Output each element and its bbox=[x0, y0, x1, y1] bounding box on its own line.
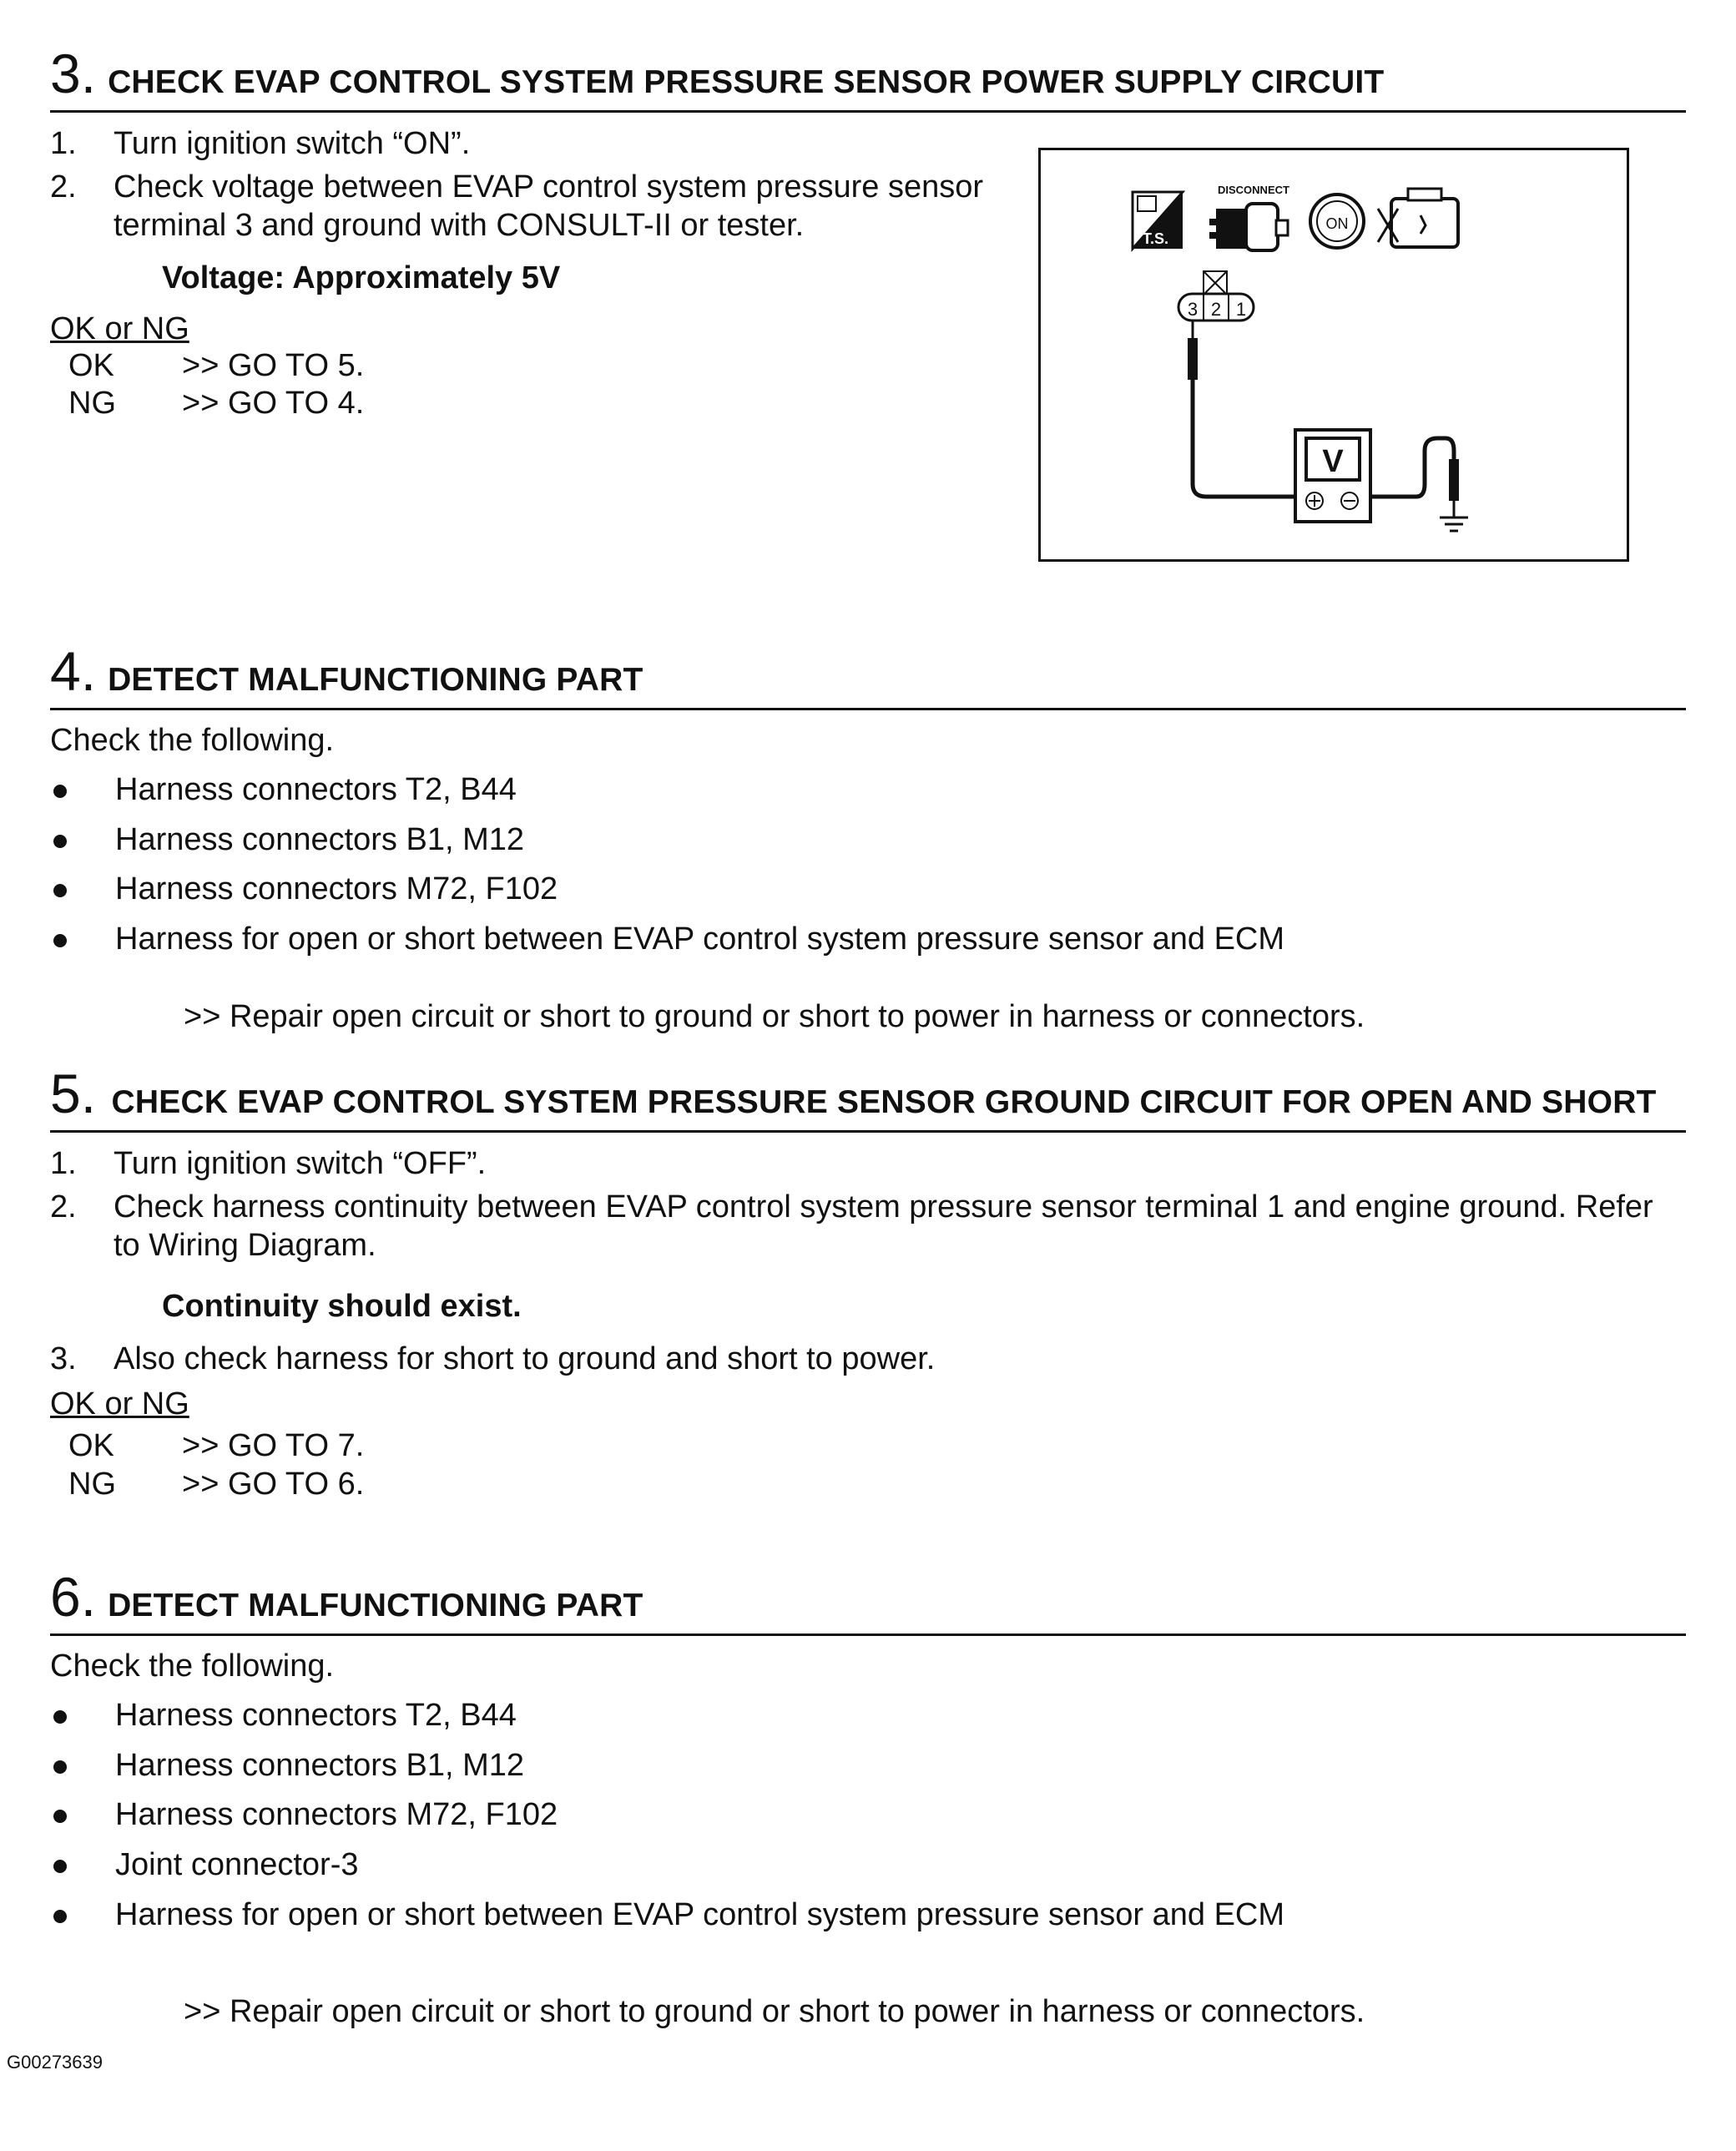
bullet-icon bbox=[50, 821, 115, 860]
disconnect-icon bbox=[1209, 184, 1289, 250]
section-4 bbox=[50, 640, 1686, 1035]
section-3-ok-result: OK >> GO TO 5. bbox=[68, 347, 365, 383]
bullet-icon bbox=[50, 771, 115, 810]
section-3-title: CHECK EVAP CONTROL SYSTEM PRESSURE SENSOR POWER SUPPLY CIRCUIT bbox=[108, 64, 1385, 100]
section-5-spec: Continuity should exist. bbox=[162, 1288, 522, 1324]
section-5-ok-result: OK >> GO TO 7. bbox=[68, 1428, 365, 1464]
section-6-intro: Check the following. bbox=[50, 1648, 335, 1684]
section-6-item: Harness for open or short between EVAP control system pressure sensor and ECM bbox=[50, 1896, 1686, 1935]
sensor-connector bbox=[1178, 271, 1254, 321]
section-4-title: DETECT MALFUNCTIONING PART bbox=[108, 662, 643, 698]
section-6-number: 6 bbox=[50, 1566, 81, 1628]
section-5-ok-or-ng: OK or NG bbox=[50, 1386, 189, 1422]
ts-icon bbox=[1133, 192, 1183, 249]
svg-text:DISCONNECT: DISCONNECT bbox=[1218, 184, 1289, 196]
section-3-step-2: 2. Check voltage between EVAP control system pressure sensor terminal 3 and ground with CONSULT-II or tester. bbox=[50, 169, 983, 244]
ignition-on-icon bbox=[1310, 194, 1364, 248]
section-4-number: 4 bbox=[50, 640, 81, 702]
section-4-dot: . bbox=[80, 640, 97, 702]
engine-icon bbox=[1378, 189, 1458, 247]
section-3-spec: Voltage: Approximately 5V bbox=[162, 260, 561, 295]
voltage-check-diagram bbox=[1038, 148, 1629, 562]
section-3-dot: . bbox=[80, 43, 97, 104]
section-6-item: Harness connectors T2, B44 bbox=[50, 1697, 1686, 1735]
section-5-step-3: 3. Also check harness for short to ground and short to power. bbox=[50, 1341, 936, 1376]
section-6-repair: >> Repair open circuit or short to ground or short to power in harness or connectors. bbox=[184, 1994, 1365, 2030]
section-6 bbox=[50, 1566, 1686, 2030]
bullet-icon bbox=[50, 1747, 115, 1785]
section-4-item: Harness for open or short between EVAP control system pressure sensor and ECM bbox=[50, 921, 1686, 959]
section-6-title: DETECT MALFUNCTIONING PART bbox=[108, 1588, 643, 1623]
bullet-icon bbox=[50, 1896, 115, 1935]
section-5-step-2: 2. Check harness continuity between EVAP control system pressure sensor terminal 1 and engine ground. Refer to Wiring Diagram. bbox=[50, 1189, 1653, 1264]
bullet-icon bbox=[50, 1697, 115, 1735]
section-4-intro: Check the following. bbox=[50, 722, 335, 758]
bullet-icon bbox=[50, 1796, 115, 1835]
bullet-icon bbox=[50, 921, 115, 959]
document-id: G00273639 bbox=[7, 2052, 103, 2073]
section-4-item: Harness connectors T2, B44 bbox=[50, 771, 1686, 810]
section-5-header bbox=[50, 1063, 1686, 1133]
voltmeter-icon bbox=[1295, 430, 1370, 522]
bullet-icon bbox=[50, 1846, 115, 1885]
section-3-step-1: 1. Turn ignition switch “ON”. bbox=[50, 125, 471, 161]
section-5 bbox=[50, 1063, 1686, 1503]
section-6-item: Harness connectors M72, F102 bbox=[50, 1796, 1686, 1835]
section-6-item: Joint connector-3 bbox=[50, 1846, 1686, 1885]
section-6-dot: . bbox=[80, 1566, 97, 1628]
pin-2-label: 2 bbox=[1210, 299, 1222, 320]
bullet-icon bbox=[50, 871, 115, 909]
pin-1-label: 1 bbox=[1235, 299, 1247, 320]
section-5-dot: . bbox=[80, 1063, 97, 1124]
section-4-item: Harness connectors M72, F102 bbox=[50, 871, 1686, 909]
section-3-header bbox=[50, 43, 1686, 113]
ground-icon bbox=[1440, 518, 1468, 531]
section-3-number: 3 bbox=[50, 43, 81, 104]
section-6-item: Harness connectors B1, M12 bbox=[50, 1747, 1686, 1785]
svg-text:ON: ON bbox=[1325, 215, 1349, 232]
svg-text:T.S.: T.S. bbox=[1143, 230, 1169, 247]
section-6-header bbox=[50, 1566, 1686, 1636]
section-4-repair: >> Repair open circuit or short to ground or short to power in harness or connectors. bbox=[184, 998, 1365, 1034]
section-3-ng-result: NG >> GO TO 4. bbox=[68, 386, 365, 422]
section-5-number: 5 bbox=[50, 1063, 81, 1124]
section-5-step-1: 1. Turn ignition switch “OFF”. bbox=[50, 1145, 487, 1181]
section-4-item: Harness connectors B1, M12 bbox=[50, 821, 1686, 860]
section-4-header bbox=[50, 640, 1686, 710]
section-3-ok-or-ng: OK or NG bbox=[50, 311, 189, 346]
section-5-title: CHECK EVAP CONTROL SYSTEM PRESSURE SENSOR GROUND CIRCUIT FOR OPEN AND SHORT bbox=[111, 1084, 1657, 1120]
section-5-ng-result: NG >> GO TO 6. bbox=[68, 1466, 365, 1502]
meter-label: V bbox=[1322, 444, 1344, 479]
wiring-diagram-svg bbox=[1041, 150, 1627, 559]
section-3-body bbox=[50, 124, 1077, 423]
pin-3-label: 3 bbox=[1187, 299, 1199, 320]
